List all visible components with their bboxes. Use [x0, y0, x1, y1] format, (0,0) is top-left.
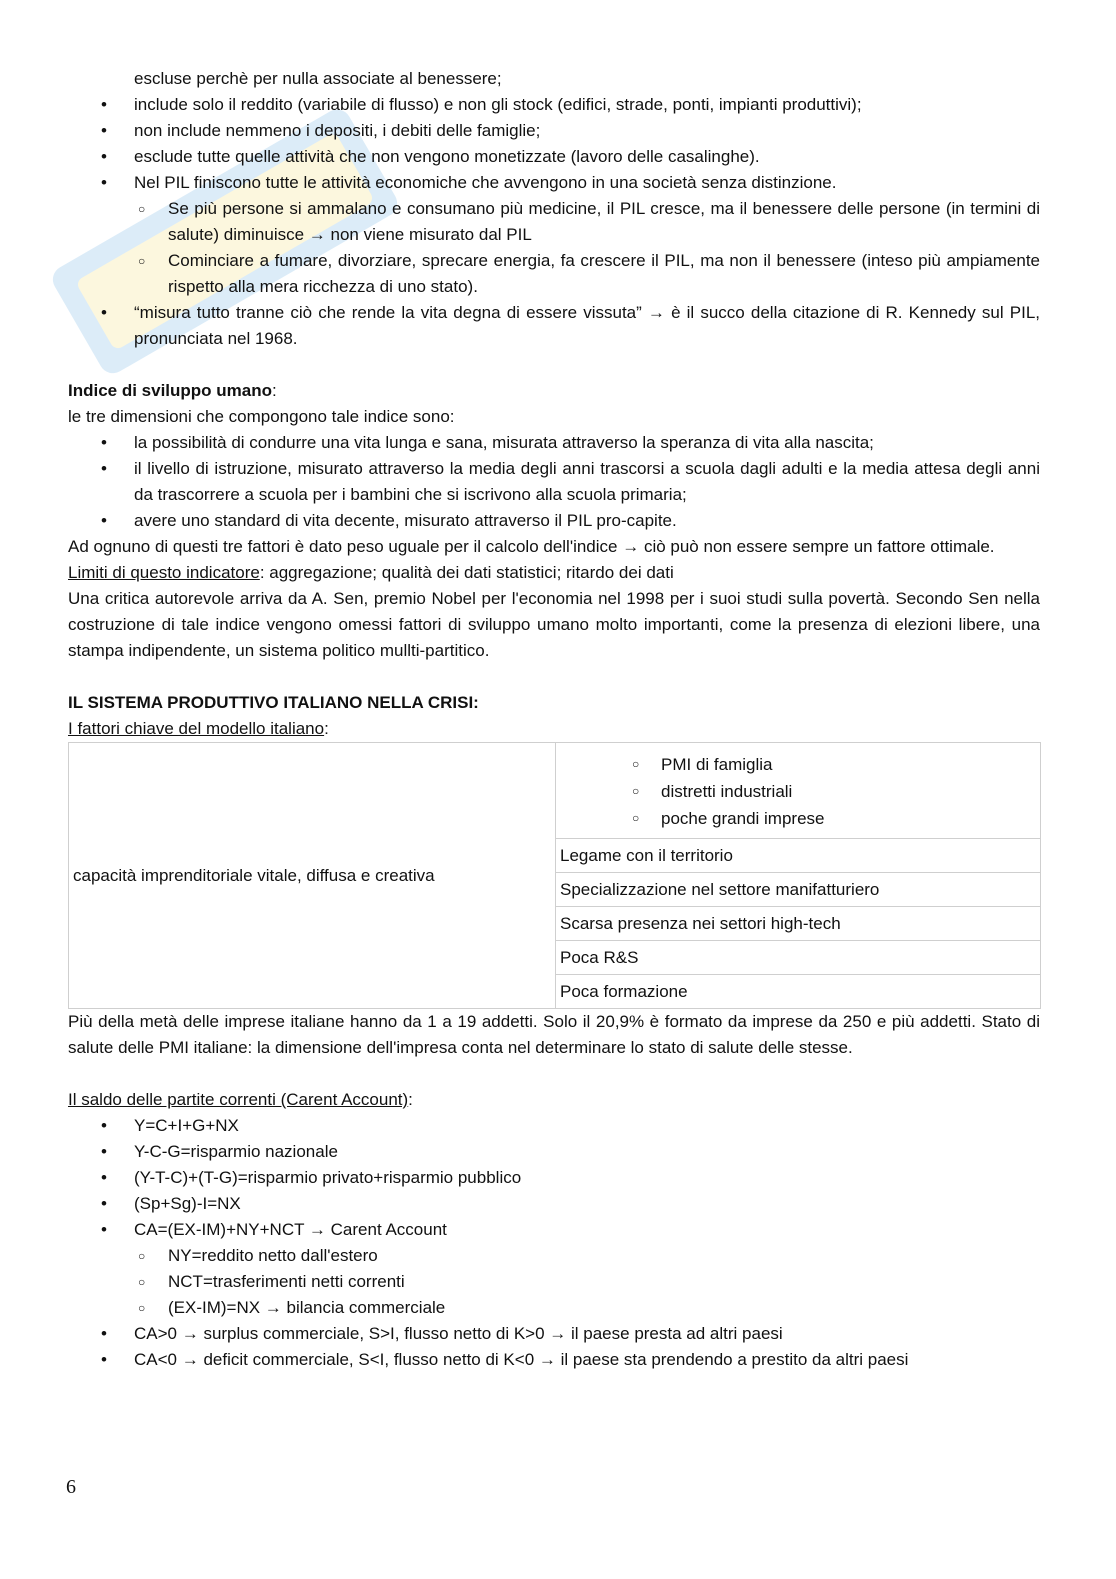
list-item: • “misura tutto tranne ciò che rende la vita degna di essere vissuta” → è il succo della citazione di R. Kennedy sul PIL, pronunciata nel 1968. [68, 300, 1040, 352]
list-item: • il livello di istruzione, misurato attraverso la media degli anni trascorsi a scuola dagli adulti e la media attesa degli anni da trascorrere a scuola per i bambini che si iscrivono alla scuola primaria; [68, 456, 1040, 508]
sub-list-item: ○ poche grandi imprese [560, 805, 1036, 832]
sub-list-item: ○ NCT=trasferimenti netti correnti [68, 1269, 1040, 1295]
hdi-heading: Indice di sviluppo umano [68, 381, 273, 400]
table-cell: Scarsa presenza nei settori high-tech [556, 907, 1041, 941]
list-item: • (Y-T-C)+(T-G)=risparmio privato+risparmio pubblico [68, 1165, 1040, 1191]
limits-line: Limiti di questo indicatore: aggregazione; qualità dei dati statistici; ritardo dei dati [68, 563, 674, 582]
sub-list-item: ○ Se più persone si ammalano e consumano più medicine, il PIL cresce, ma il benessere delle persone (in termini di salute) diminuisce → non viene misurato dal PIL [68, 196, 1040, 248]
list-item: • CA=(EX-IM)+NY+NCT → Carent Account [68, 1217, 1040, 1243]
list-item: • include solo il reddito (variabile di flusso) e non gli stock (edifici, strade, ponti, impianti produttivi); [68, 92, 1040, 118]
list-item: • CA>0 → surplus commerciale, S>I, flusso netto di K>0 → il paese presta ad altri paesi [68, 1321, 1040, 1347]
table-cell: Legame con il territorio [556, 839, 1041, 873]
sub-list-item: ○ PMI di famiglia [560, 751, 1036, 778]
list-item: • avere uno standard di vita decente, misurato attraverso il PIL pro-capite. [68, 508, 1040, 534]
paragraph: Una critica autorevole arriva da A. Sen, premio Nobel per l'economia nel 1998 per i suoi studi sulla povertà. Secondo Sen nella costruzione di tale indice vengono omessi fattori di sviluppo umano molto importanti, come la presenza di elezioni libere, una stampa indipendente, un sistema politico mullti-partitico. [68, 589, 1040, 660]
key-factors-table [68, 742, 1041, 1009]
pil-limits-list [68, 92, 1040, 352]
section-heading: Il saldo delle partite correnti (Carent Account): [68, 1090, 413, 1109]
sub-list-item: ○ NY=reddito netto dall'estero [68, 1243, 1040, 1269]
sub-list-item: ○ distretti industriali [560, 778, 1036, 805]
section-heading: Indice di sviluppo umano: [68, 381, 277, 400]
page-number: 6 [66, 1476, 76, 1498]
paragraph: Ad ognuno di questi tre fattori è dato peso uguale per il calcolo dell'indice → ciò può non essere sempre un fattore ottimale. [68, 537, 995, 556]
list-item: • (Sp+Sg)-I=NX [68, 1191, 1040, 1217]
list-item: • la possibilità di condurre una vita lunga e sana, misurata attraverso la speranza di vita alla nascita; [68, 430, 1040, 456]
table-cell: Poca formazione [556, 975, 1041, 1009]
list-item: • Nel PIL finiscono tutte le attività economiche che avvengono in una società senza distinzione. [68, 170, 1040, 196]
hdi-dimensions-list [68, 430, 1040, 534]
list-item: • CA<0 → deficit commerciale, S<I, flusso netto di K<0 → il paese sta prendendo a prestito da altri paesi [68, 1347, 1040, 1373]
sub-heading: I fattori chiave del modello italiano: [68, 719, 329, 738]
list-item: • Y-C-G=risparmio nazionale [68, 1139, 1040, 1165]
list-item: • non include nemmeno i depositi, i debiti delle famiglie; [68, 118, 1040, 144]
continued-line: escluse perchè per nulla associate al benessere; [134, 69, 502, 88]
table-cell-left: capacità imprenditoriale vitale, diffusa e creativa [69, 743, 556, 1009]
table-cell-sublist [556, 743, 1041, 839]
list-item: • Y=C+I+G+NX [68, 1113, 1040, 1139]
sub-list-item: ○ (EX-IM)=NX → bilancia commerciale [68, 1295, 1040, 1321]
sub-list-item: ○ Cominciare a fumare, divorziare, sprecare energia, fa crescere il PIL, ma non il benessere (inteso più ampiamente rispetto alla mera ricchezza di uno stato). [68, 248, 1040, 300]
document-page [68, 66, 1040, 1373]
table-cell: Poca R&S [556, 941, 1041, 975]
intro-text: le tre dimensioni che compongono tale indice sono: [68, 407, 455, 426]
current-account-list [68, 1113, 1040, 1373]
section-heading: IL SISTEMA PRODUTTIVO ITALIANO NELLA CRISI: [68, 693, 479, 712]
list-item: • esclude tutte quelle attività che non vengono monetizzate (lavoro delle casalinghe). [68, 144, 1040, 170]
table-cell: Specializzazione nel settore manifatturiero [556, 873, 1041, 907]
paragraph: Più della metà delle imprese italiane hanno da 1 a 19 addetti. Solo il 20,9% è formato da imprese da 250 e più addetti. Stato di salute delle PMI italiane: la dimensione dell'impresa conta nel determinare lo stato di salute delle stesse. [68, 1012, 1040, 1057]
